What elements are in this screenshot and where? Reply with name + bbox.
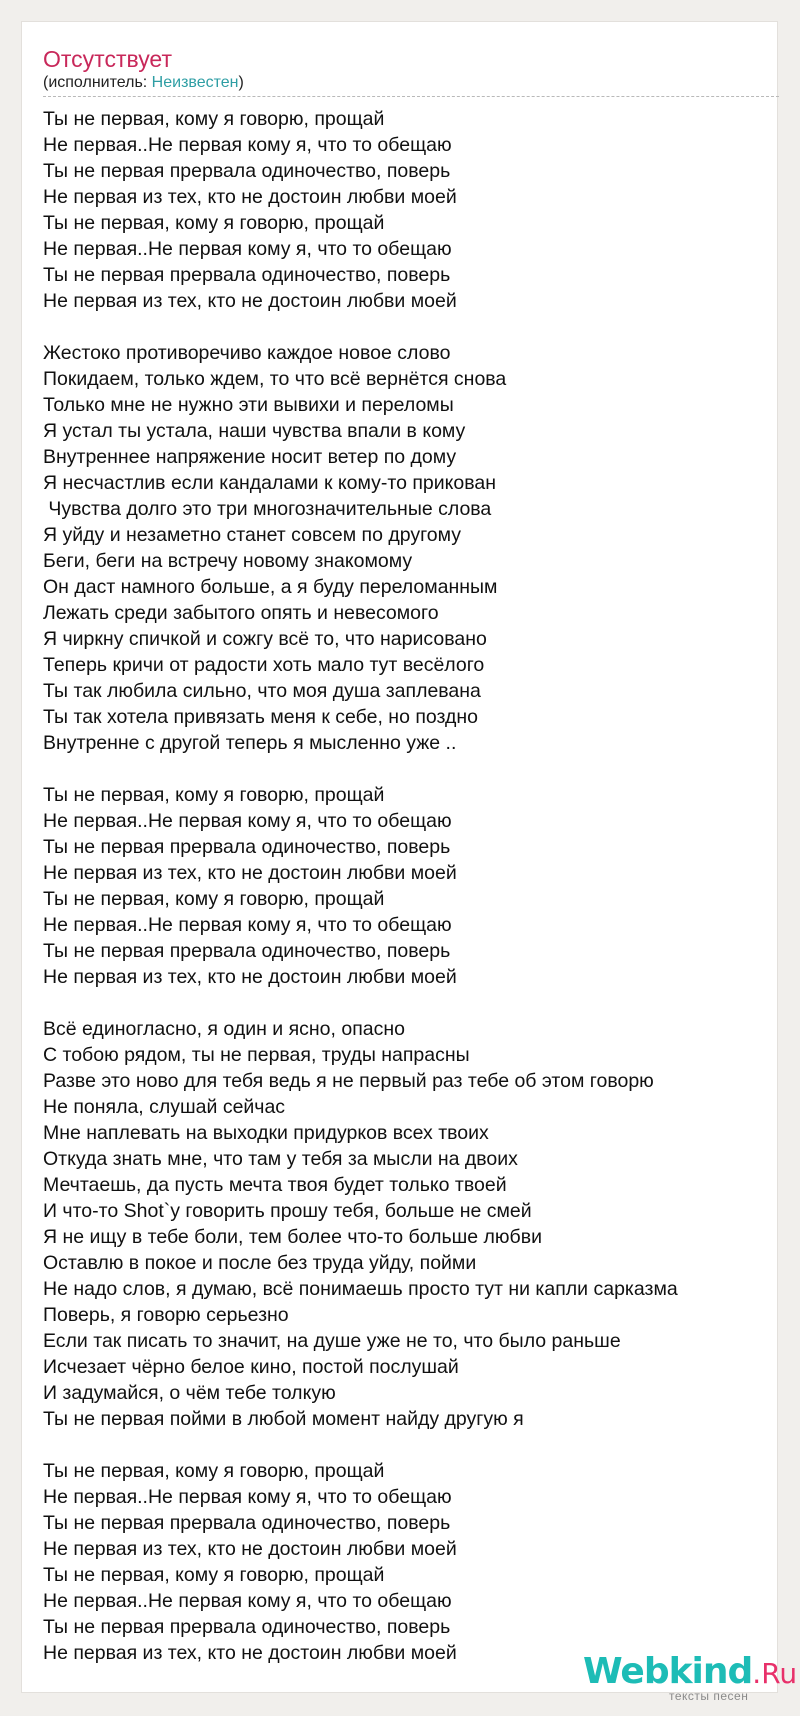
lyric-line: Лежать среди забытого опять и невесомого bbox=[43, 602, 439, 624]
lyric-line: Внутренне с другой теперь я мысленно уже .. bbox=[43, 732, 457, 754]
lyric-line: Ты не первая прервала одиночество, поверь bbox=[43, 1512, 451, 1534]
lyric-line: Только мне не нужно эти вывихи и переломы bbox=[43, 394, 454, 416]
lyric-line: Теперь кричи от радости хоть мало тут весёлого bbox=[43, 654, 485, 676]
lyric-line: Ты не первая прервала одиночество, поверь bbox=[43, 1616, 451, 1638]
logo-tagline: тексты песен bbox=[669, 1689, 749, 1703]
lyric-line: Внутреннее напряжение носит ветер по дому bbox=[43, 446, 457, 468]
lyric-line bbox=[43, 314, 773, 340]
lyrics-card bbox=[21, 21, 798, 1703]
lyric-line: Не первая..Не первая кому я, что то обещаю bbox=[43, 134, 452, 156]
lyric-line: Не надо слов, я думаю, всё понимаешь просто тут ни капли сарказма bbox=[43, 1278, 678, 1300]
lyric-line: Мечтаешь, да пусть мечта твоя будет только твоей bbox=[43, 1174, 507, 1196]
lyric-line: Оставлю в покое и после без труда уйду, пойми bbox=[43, 1252, 477, 1274]
song-title: Отсутствует bbox=[43, 46, 172, 72]
lyric-line: Не первая..Не первая кому я, что то обещаю bbox=[43, 1590, 452, 1612]
lyric-line: Не первая из тех, кто не достоин любви моей bbox=[43, 290, 457, 312]
logo-wordmark bbox=[583, 1652, 797, 1694]
lyric-line: Не первая..Не первая кому я, что то обещаю bbox=[43, 810, 452, 832]
lyric-line: И что-то Shot`y говорить прошу тебя, больше не смей bbox=[43, 1200, 532, 1222]
lyric-line: Ты не первая прервала одиночество, поверь bbox=[43, 264, 451, 286]
logo-main: Webkind bbox=[583, 1651, 753, 1692]
lyric-line: Не первая из тех, кто не достоин любви моей bbox=[43, 966, 457, 988]
lyric-line: Не первая..Не первая кому я, что то обещаю bbox=[43, 914, 452, 936]
lyric-line: Беги, беги на встречу новому знакомому bbox=[43, 550, 413, 572]
artist-link[interactable]: Неизвестен bbox=[151, 74, 239, 91]
lyric-line: Разве это ново для тебя ведь я не первый раз тебе об этом говорю bbox=[43, 1070, 654, 1092]
lyric-line: Он даст намного больше, а я буду переломанным bbox=[43, 576, 498, 598]
divider bbox=[43, 96, 779, 97]
lyric-line: И задумайся, о чём тебе толкую bbox=[43, 1382, 336, 1404]
lyric-line: Ты не первая, кому я говорю, прощай bbox=[43, 1564, 385, 1586]
lyric-line: Ты не первая, кому я говорю, прощай bbox=[43, 212, 385, 234]
artist-line bbox=[43, 73, 244, 93]
lyric-line: Я устал ты устала, наши чувства впали в кому bbox=[43, 420, 466, 442]
lyric-line: Ты не первая прервала одиночество, поверь bbox=[43, 836, 451, 858]
lyric-line: Ты так хотела привязать меня к себе, но поздно bbox=[43, 706, 479, 728]
lyric-line: Ты не первая пойми в любой момент найду другую я bbox=[43, 1408, 524, 1430]
lyric-line: Откуда знать мне, что там у тебя за мысли на двоих bbox=[43, 1148, 518, 1170]
lyric-line: Если так писать то значит, на душе уже не то, что было раньше bbox=[43, 1330, 621, 1352]
lyric-line: Ты не первая, кому я говорю, прощай bbox=[43, 888, 385, 910]
logo-domain: .Ru bbox=[752, 1657, 798, 1690]
lyric-line: Не первая из тех, кто не достоин любви моей bbox=[43, 186, 457, 208]
lyric-line: Не первая из тех, кто не достоин любви моей bbox=[43, 1642, 457, 1664]
lyric-line bbox=[43, 1432, 773, 1458]
lyric-line: Ты не первая прервала одиночество, поверь bbox=[43, 160, 451, 182]
lyric-line: Поверь, я говорю серьезно bbox=[43, 1304, 289, 1326]
lyric-line: Ты не первая, кому я говорю, прощай bbox=[43, 108, 385, 130]
lyric-line bbox=[43, 990, 773, 1016]
lyric-line: Я не ищу в тебе боли, тем более что-то больше любви bbox=[43, 1226, 542, 1248]
site-logo[interactable] bbox=[583, 1651, 798, 1712]
artist-suffix: ) bbox=[238, 74, 244, 91]
lyric-line: Жестоко противоречиво каждое новое слово bbox=[43, 342, 451, 364]
lyric-line bbox=[43, 756, 773, 782]
lyric-line: Не первая из тех, кто не достоин любви моей bbox=[43, 862, 457, 884]
lyric-line: Ты не первая, кому я говорю, прощай bbox=[43, 784, 385, 806]
lyric-line: Покидаем, только ждем, то что всё вернётся снова bbox=[43, 368, 507, 390]
lyric-line: Я уйду и незаметно станет совсем по другому bbox=[43, 524, 462, 546]
artist-prefix: (исполнитель: bbox=[43, 74, 152, 91]
lyric-line: Ты так любила сильно, что моя душа заплевана bbox=[43, 680, 481, 702]
lyric-line: Я чиркну спичкой и сожгу всё то, что нарисовано bbox=[43, 628, 487, 650]
lyric-line: Не поняла, слушай сейчас bbox=[43, 1096, 286, 1118]
lyric-line: Всё единогласно, я один и ясно, опасно bbox=[43, 1018, 405, 1040]
lyric-line: Ты не первая, кому я говорю, прощай bbox=[43, 1460, 385, 1482]
lyric-line: С тобою рядом, ты не первая, труды напрасны bbox=[43, 1044, 470, 1066]
lyric-line: Исчезает чёрно белое кино, постой послушай bbox=[43, 1356, 459, 1378]
lyric-line: Мне наплевать на выходки придурков всех твоих bbox=[43, 1122, 489, 1144]
lyric-line: Ты не первая прервала одиночество, поверь bbox=[43, 940, 451, 962]
lyric-line: Я несчастлив если кандалами к кому-то прикован bbox=[43, 472, 497, 494]
lyric-line: Не первая из тех, кто не достоин любви моей bbox=[43, 1538, 457, 1560]
lyric-line: Не первая..Не первая кому я, что то обещаю bbox=[43, 1486, 452, 1508]
lyric-line: Чувства долго это три многозначительные слова bbox=[43, 498, 492, 520]
lyrics-text bbox=[43, 106, 773, 1666]
lyric-line: Не первая..Не первая кому я, что то обещаю bbox=[43, 238, 452, 260]
